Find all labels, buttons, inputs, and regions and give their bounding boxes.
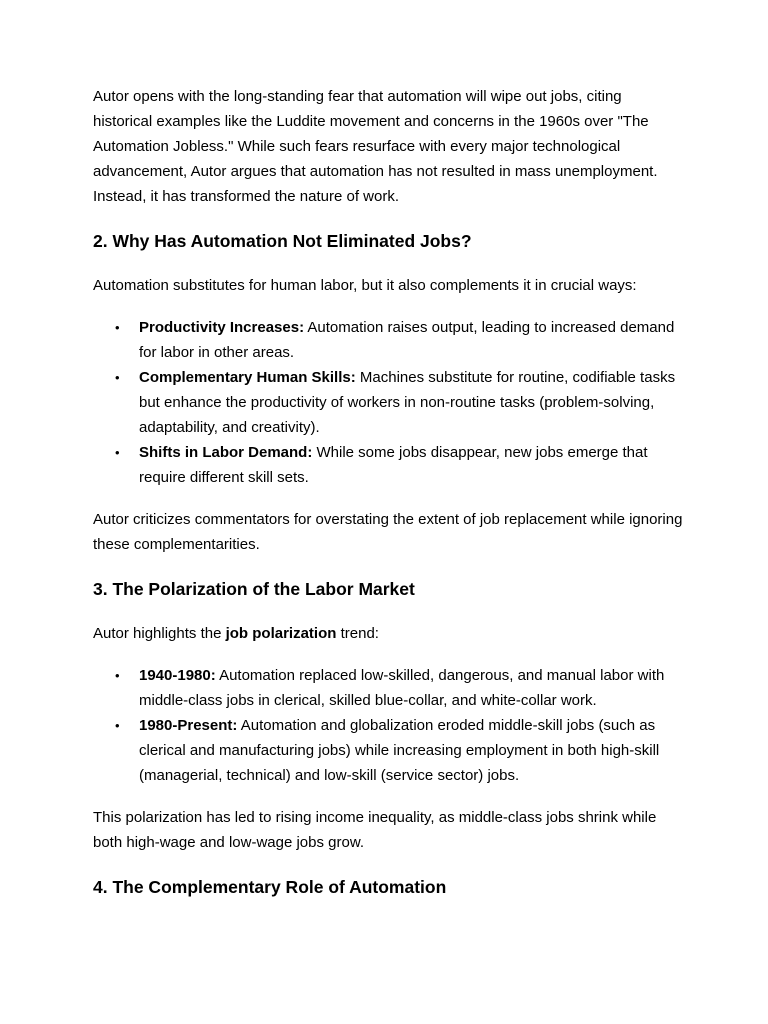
- list-item-term: Complementary Human Skills:: [139, 369, 356, 386]
- list-item: [115, 713, 683, 788]
- bullet-icon: •: [115, 718, 120, 733]
- section-2-lead: Automation substitutes for human labor, but it also complements it in crucial ways:: [93, 277, 637, 294]
- section-2-list: [93, 315, 683, 490]
- list-item: [115, 315, 683, 365]
- list-item-term: 1940-1980:: [139, 667, 216, 684]
- list-item-term: Shifts in Labor Demand:: [139, 444, 313, 461]
- bullet-icon: •: [115, 668, 120, 683]
- section-3-heading: 3. The Polarization of the Labor Market: [93, 579, 415, 599]
- bullet-icon: •: [115, 445, 120, 460]
- list-item-text: Automation replaced low-skilled, dangerous, and manual labor with middle-class jobs in clerical, skilled blue-collar, and white-collar work.: [139, 667, 665, 709]
- intro-paragraph: Autor opens with the long-standing fear that automation will wipe out jobs, citing historical examples like the Luddite movement and concerns in the 1960s over "The Automation Jobless." While such fears resurface with every major technological advancement, Autor argues that automation has not resulted in mass unemployment. Instead, it has transformed the nature of work.: [93, 88, 658, 205]
- list-item-text: Machines substitute for routine, codifiable tasks but enhance the productivity of workers in non-routine tasks (problem-solving, adaptability, and creativity).: [139, 369, 676, 436]
- lead-prefix: Autor highlights the: [93, 625, 226, 642]
- lead-suffix: trend:: [336, 625, 379, 642]
- list-item-text: Automation and globalization eroded middle-skill jobs (such as clerical and manufacturing jobs) while increasing employment in both high-skill (managerial, technical) and low-skill (service sector) jobs.: [139, 717, 660, 784]
- list-item: [115, 365, 683, 440]
- section-2-closing: Autor criticizes commentators for overstating the extent of job replacement while ignoring these complementarities.: [93, 511, 683, 553]
- section-2-heading: 2. Why Has Automation Not Eliminated Jobs?: [93, 231, 472, 251]
- section-3-list: [93, 663, 683, 788]
- bullet-icon: •: [115, 320, 120, 335]
- lead-bold-term: job polarization: [225, 625, 337, 642]
- list-item-text: While some jobs disappear, new jobs emerge that require different skill sets.: [139, 444, 648, 486]
- section-4-heading: 4. The Complementary Role of Automation: [93, 877, 447, 897]
- list-item-term: 1980-Present:: [139, 717, 238, 734]
- list-item-text: Automation raises output, leading to increased demand for labor in other areas.: [139, 319, 675, 361]
- list-item: [115, 440, 683, 490]
- section-3-lead: [93, 621, 683, 646]
- document-page: [93, 84, 683, 899]
- list-item: [115, 663, 683, 713]
- section-3-closing: This polarization has led to rising income inequality, as middle-class jobs shrink while both high-wage and low-wage jobs grow.: [93, 809, 657, 851]
- list-item-term: Productivity Increases:: [139, 319, 305, 336]
- bullet-icon: •: [115, 370, 120, 385]
